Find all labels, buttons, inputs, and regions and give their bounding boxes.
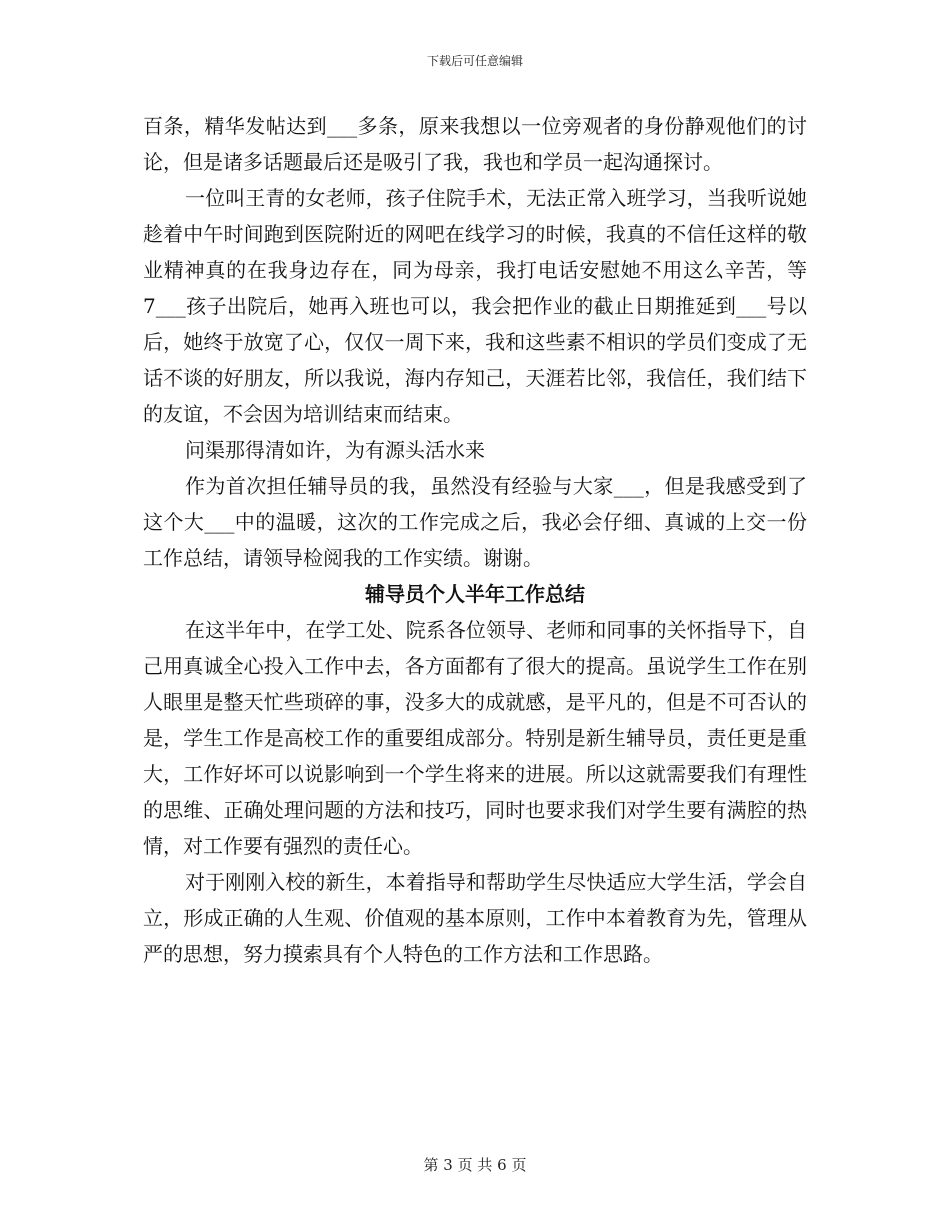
page-footer: 第 3 页 共 6 页 (423, 1156, 527, 1174)
paragraph-5: 在这半年中，在学工处、院系各位领导、老师和同事的关怀指导下，自己用真诚全心投入工作中去，各方面都有了很大的提高。虽说学生工作在别人眼里是整天忙些琐碎的事，没多大的成就感，是平凡的，但是不可否认的是，学生工作是高校工作的重要组成部分。特别是新生辅导员，责任更是重大，工作好坏可以说影响到一个学生将来的进展。所以这就需要我们有理性的思维、正确处理问题的方法和技巧，同时也要求我们对学生要有满腔的热情，对工作要有强烈的责任心。 (143, 618, 807, 858)
section-title: 辅导员个人半年工作总结 (365, 582, 585, 606)
paragraph-1: 百条，精华发帖达到___多条，原来我想以一位旁观者的身份静观他们的讨论，但是诸多话题最后还是吸引了我，我也和学员一起沟通探讨。 (143, 114, 807, 174)
paragraph-3: 问渠那得清如许，为有源头活水来 (185, 438, 485, 462)
paragraph-2: 一位叫王青的女老师，孩子住院手术，无法正常入班学习，当我听说她趁着中午时间跑到医院附近的网吧在线学习的时候，我真的不信任这样的敬业精神真的在我身边存在，同为母亲，我打电话安慰她不用这么辛苦，等7___孩子出院后，她再入班也可以，我会把作业的截止日期推延到___号以后，她终于放宽了心，仅仅一周下来，我和这些素不相识的学员们变成了无话不谈的好朋友，所以我说，海内存知己，天涯若比邻，我信任，我们结下的友谊，不会因为培训结束而结束。 (143, 186, 807, 426)
page-header: 下载后可任意编辑 (426, 54, 523, 68)
paragraph-6: 对于刚刚入校的新生，本着指导和帮助学生尽快适应大学生活，学会自立，形成正确的人生观、价值观的基本原则，工作中本着教育为先，管理从严的思想，努力摸索具有个人特色的工作方法和工作思路。 (143, 870, 807, 966)
paragraph-4: 作为首次担任辅导员的我，虽然没有经验与大家___，但是我感受到了这个大___中的温暖，这次的工作完成之后，我必会仔细、真诚的上交一份工作总结，请领导检阅我的工作实绩。谢谢。 (143, 474, 807, 570)
document-body (143, 108, 807, 972)
